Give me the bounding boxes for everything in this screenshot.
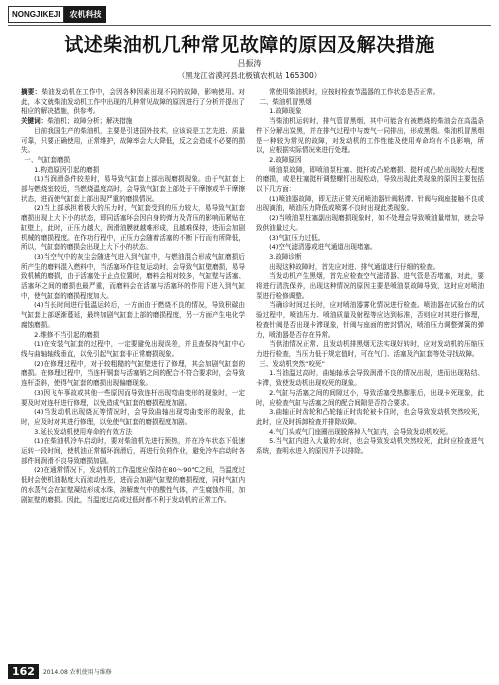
paragraph: (3)当空气中的灰尘会随进气进入到气缸中，与燃油混合形成气缸磨损后所产生的磨料混入燃料中，当活塞环作往复运动时，会导致气缸壁磨损，易导致机械的磨损，由于活塞处于止点位置时，磨料会相对较多，气缸壁与活塞、活塞环之间的磨损也最严重，而磨料会在活塞与活塞环的作用下进入到气缸中，使气缸套的磨损程度加大。: [21, 252, 245, 300]
right-column: [256, 88, 484, 457]
paragraph: 当供油情况正常、且发动机排黑烟无法实现好转时，应对发动机的压缩压力进行检查，当压力低于规定值时，可在气门、活塞及汽缸套等处寻找故障。: [256, 340, 484, 358]
paragraph: 当发动机产生黑烟，首先应检查空气滤清器、进气管是否堵塞，对此，要将进行清洗保养，出现这种情况的原因主要是喷油泵故障导致，这时应对喷油泵进行检修调整。: [256, 272, 484, 300]
paragraph: (1)在柴油机冷车启动时，要对柴油机先进行预热，并在冷车状态下低速运转一段时间，使机油正常循环润滑后，再进行负荷作业，避免冷车启动时各部件间润滑不良导致磨损加剧。: [21, 437, 245, 465]
paragraph: 3.曲轴正时齿轮和凸轮轴正时齿轮被卡住时，也会导致发动机突然咬死，此时，应及时拆卸检查并排除故障。: [256, 408, 484, 426]
paragraph: 1.故障现象: [269, 107, 302, 116]
paragraph: 4.气门头或气门座圈出现脱落掉入气缸内，会导致发动机咬死。: [269, 427, 453, 436]
journal-issue: 2014.08 农机使用与维修: [42, 669, 112, 676]
paragraph: 当柴油机运转时，排气管冒黑烟，其中可能含有被燃烧的柴油会在高温条件下分解出炭黑，并在排气过程中与废气一同排出，形成黑烟。柴油机冒黑烟是一种较为常见的故障，对发动机的工作性能及使用寿命均有不良影响，所以，应根据实际情况来进行处理。: [256, 117, 484, 155]
journal-header: [8, 6, 106, 23]
journal-code: NONGJIKEJI: [8, 6, 64, 23]
paragraph: (4)当长时间进行低温运转后，一方面由于燃烧不良的情况，导致积碳由气缸套上部逐渐蔓延，最终加剧气缸套上部的磨损程度，另一方面产生电化学腐蚀磨损。: [21, 301, 245, 329]
paragraph: 2.故障原因: [269, 155, 302, 164]
abstract: [21, 88, 245, 117]
paragraph: (1)喷油器故障，即无法正常关闭喷油器针阀粘滞、针阀与阀座接触不良或出现滴油，喷油压力降低或喷雾不良时出现此类现象。: [256, 194, 484, 213]
author: 吕振涛: [237, 59, 262, 68]
paragraph: (3)气缸压力过低。: [269, 233, 325, 242]
keywords-label: 关键词：: [21, 117, 48, 126]
page-footer: [8, 664, 112, 679]
left-body: [21, 127, 245, 505]
keywords-text: 柴油机；故障分析；解决措施: [47, 117, 133, 126]
paragraph: (2)在通常情况下，发动机的工作温度应保持在80～90℃之间，当温度过低时会使机油黏度大而流动性差，进而会加剧气缸壁的磨损程度，同时气缸内的水蒸气会在缸壁凝结形成水珠，溶解废气中的酸性气体，产生腐蚀作用，加剧缸壁的磨损。因此，当温度过高或过低时都不利于发动机的正常工作。: [21, 466, 245, 504]
keywords: [21, 117, 245, 127]
section-heading: 二、柴油机冒黑烟: [259, 97, 312, 106]
left-column: [21, 88, 245, 505]
paragraph: (4)空气滤清器或进气通道出现堵塞。: [269, 243, 377, 252]
page-number: 162: [8, 664, 39, 679]
paragraph: 当确诊时间过长时，应对喷油器雾化情况进行检查。喷油器在试验台的试验过程中，喷油压力、喷油质量及射程等应达到标准，否则应对其进行修理，检查针阀是否出现卡滞现象，针阀与座面的密封情况，喷油压力调整弹簧的弹力，喷油器是否存在异常。: [256, 301, 484, 339]
abstract-label: 摘要：: [21, 88, 42, 96]
paragraph: 3.延长发动机使用寿命的有效方法: [34, 427, 132, 436]
paragraph: (3)因飞车事故或其他一些原因而导致连杆出现弯曲变形的现象时，一定要及时对连杆进行修理，以免造成气缸套的磨损程度加剧。: [21, 388, 245, 407]
paragraph: 喷油泵故障，即喷油泵柱塞、挺杆或凸轮磨损、挺杆或凸轮出现较大程度的磨损，或是柱塞挺杆调整螺钉出现松动，导致出现此类现象的原因主要包括以下几方面：: [256, 165, 484, 194]
paragraph: (4)当发动机出现烧瓦等情况时，会导致曲轴出现弯曲变形的现象，此时，应及时对其进行修理，以免使气缸套的磨损程度加剧。: [21, 408, 245, 426]
affiliation: （黑龙江省漠河县北极镇农机站 165300）: [177, 71, 322, 80]
paragraph: 5.当气缸内进入大量的水时，也会导致发动机突然咬死，此时应检查进气系统，查明水进入的原因并予以排除。: [256, 437, 484, 456]
paragraph: 1.当油温过高时，曲轴轴承会导致润滑不良的情况出现，进而出现粘结、卡滞，致使发动机出现咬死的现象。: [256, 369, 484, 388]
paragraph: (1)在安装气缸套的过程中，一定要避免出现误差，并且查保持气缸中心线与曲轴轴线垂直，以免引起气缸套非正常磨损现象。: [21, 340, 245, 358]
section-heading: 一、气缸套磨损: [24, 155, 71, 164]
paragraph: 常使用柴油机时，应按时检查节温器的工作状态是否正常。: [269, 88, 440, 96]
section-heading: 三、发动机突然“咬死”: [259, 359, 325, 368]
right-body: [256, 88, 484, 457]
paragraph: (1)当润滑条件较差时，易导致气缸套上部出现磨损现象。由于气缸套上部与燃烧室较近，当燃烧温度高时，会导致气缸套上部处于干摩擦或半干摩擦状态，进而使气缸套上部出现严重的磨损情况。: [21, 175, 245, 203]
paragraph: (2)当喷油泵柱塞副出现磨损现象时，如不处理会导致喷油量增加，就会导致供油量过大。: [256, 214, 484, 232]
paragraph: (2)当上部承担着极大的压力时，气缸套受到的压力较大，易导致气缸套磨损出现上大下小的状态，即同活塞环会因自身的弹力及背压的影响而紧贴在缸壁上，此时，正压力越大，润滑油膜就越难形成，且越难保持，进而会加剧机械的磨损程度。在作功行程中，正压力会随着活塞的不断下行而有所降低，所以，气缸套的磨损会出现上大下小的状态。: [21, 204, 245, 252]
paragraph: 2.气缸与活塞之间的间隙过小，导致活塞受热膨胀后，出现卡死现象，此时，应检查气缸与活塞之间的配合间隙是否符合要求。: [256, 388, 484, 407]
paragraph: 出现这种故障时，首先应对进、排气通道进行仔细的检查。: [269, 262, 440, 271]
paragraph: 1.构造原因引起的磨损: [34, 165, 100, 174]
paragraph: 目前我国生产的柴油机，主要是引进国外技术，应该说是工艺先进、质量可靠，只要正确使用，正常维护，故障率会大大降低，反之会造成不必要的损失。: [21, 126, 245, 155]
abstract-text: 柴油发动机在工作中，会因各种因素出现不同的故障，影响使用。对此，本文就柴油发动机工作中出现的几种常见故障的原因进行了分析并提出了相应的解决措施，供参考。: [21, 88, 245, 116]
paragraph: (2)在修理过程中，对于较粗糙的气缸壁进行了修理，其会加剧气缸套的磨损。在修理过程中，当连杆铜套与活塞销之间的配合不符合要求时，会导致连杆歪斜，使得气缸套的磨损出现偏磨现象。: [21, 359, 245, 388]
paragraph: 3.故障诊断: [269, 252, 302, 261]
paragraph: 2.维修不当引起的磨损: [34, 330, 100, 339]
article-title: 试述柴油机几种常见故障的原因及解决措施: [64, 34, 435, 56]
column-label: 农机科技: [64, 6, 106, 23]
header-rule: [8, 25, 491, 26]
